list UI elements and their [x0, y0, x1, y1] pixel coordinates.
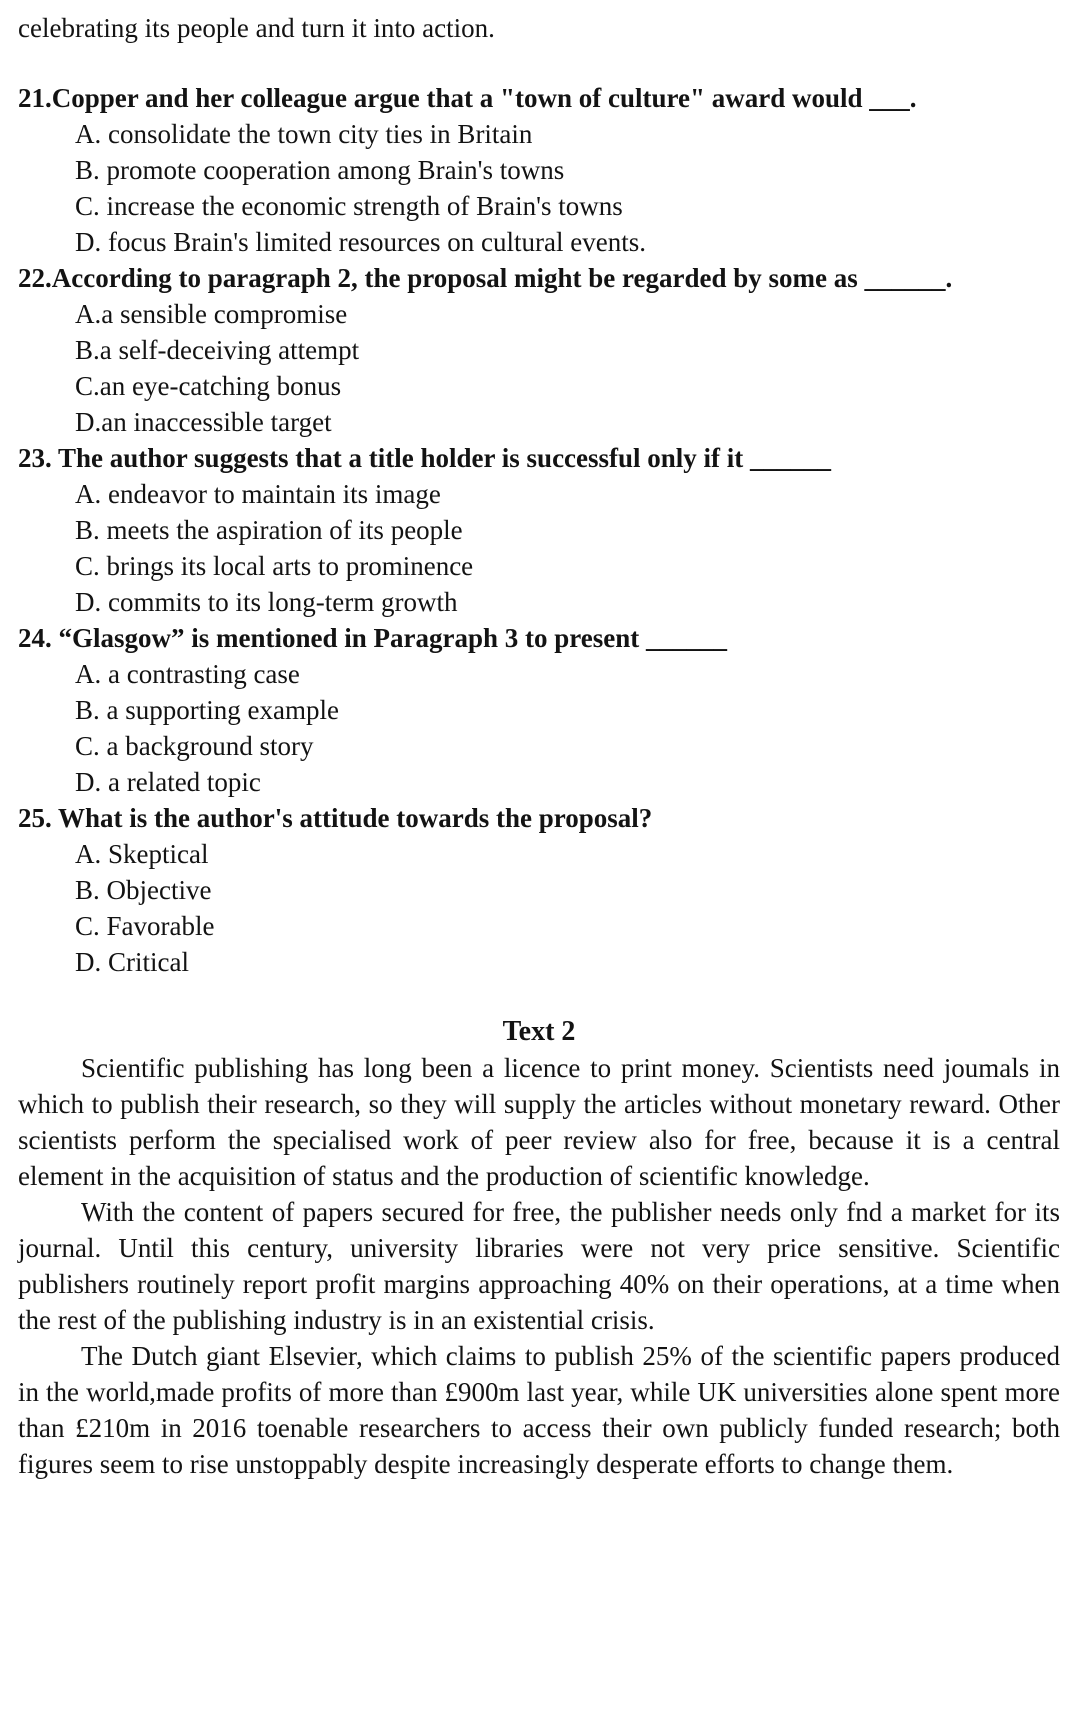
question-24-option-a: A. a contrasting case: [75, 659, 300, 689]
question-25-stem: 25. What is the author's attitude towards the proposal?: [18, 803, 653, 833]
question-22-stem: 22.According to paragraph 2, the proposal might be regarded by some as ______.: [18, 263, 953, 293]
question-23-option-a: A. endeavor to maintain its image: [75, 479, 441, 509]
text2-title: Text 2: [502, 1016, 576, 1047]
question-21: [18, 80, 1060, 260]
question-21-option-b: B. promote cooperation among Brain's towns: [75, 155, 565, 185]
question-25-option-d: D. Critical: [75, 947, 189, 977]
text2-paragraph-2: With the content of papers secured for free, the publisher needs only fnd a market for its journal. Until this century, university libraries were not very price sensitive. Scientific publishers routinely report profit margins approaching 40% on their operations, at a time when the rest of the publishing industry is in an existential crisis.: [18, 1197, 1060, 1335]
question-24: [18, 620, 1060, 800]
question-21-option-c: C. increase the economic strength of Brain's towns: [75, 191, 623, 221]
question-23: [18, 440, 1060, 620]
question-21-option-a: A. consolidate the town city ties in Britain: [75, 119, 533, 149]
question-22: [18, 260, 1060, 440]
text2-paragraph-3: The Dutch giant Elsevier, which claims to publish 25% of the scientific papers produced in the world,made profits of more than £900m last year, while UK universities alone spent more than £210m in 2016 toenable researchers to access their own publicly funded research; both figures seem to rise unstoppably despite increasingly desperate efforts to change them.: [18, 1341, 1060, 1479]
question-23-option-b: B. meets the aspiration of its people: [75, 515, 463, 545]
question-22-option-c: C.an eye-catching bonus: [75, 371, 342, 401]
question-22-option-d: D.an inaccessible target: [75, 407, 332, 437]
question-23-stem: 23. The author suggests that a title holder is successful only if it ______: [18, 443, 832, 473]
text2-paragraph-1: Scientific publishing has long been a licence to print money. Scientists need joumals in which to publish their research, so they will supply the articles without monetary reward. Other scientists perform the specialised work of peer review also for free, because it is a central element in the acquisition of status and the production of scientific knowledge.: [18, 1053, 1060, 1191]
question-23-option-c: C. brings its local arts to prominence: [75, 551, 474, 581]
question-21-stem: 21.Copper and her colleague argue that a "town of culture" award would ___.: [18, 83, 917, 113]
question-23-option-d: D. commits to its long-term growth: [75, 587, 458, 617]
question-25-option-c: C. Favorable: [75, 911, 215, 941]
question-24-option-c: C. a background story: [75, 731, 314, 761]
question-25-option-a: A. Skeptical: [75, 839, 209, 869]
intro-line: celebrating its people and turn it into action.: [18, 13, 495, 43]
question-24-option-b: B. a supporting example: [75, 695, 339, 725]
question-22-option-b: B.a self-deceiving attempt: [75, 335, 360, 365]
question-25: [18, 800, 1060, 980]
question-21-option-d: D. focus Brain's limited resources on cultural events.: [75, 227, 646, 257]
question-22-option-a: A.a sensible compromise: [75, 299, 348, 329]
question-24-option-d: D. a related topic: [75, 767, 261, 797]
question-25-option-b: B. Objective: [75, 875, 212, 905]
question-24-stem: 24. “Glasgow” is mentioned in Paragraph 3 to present ______: [18, 623, 728, 653]
